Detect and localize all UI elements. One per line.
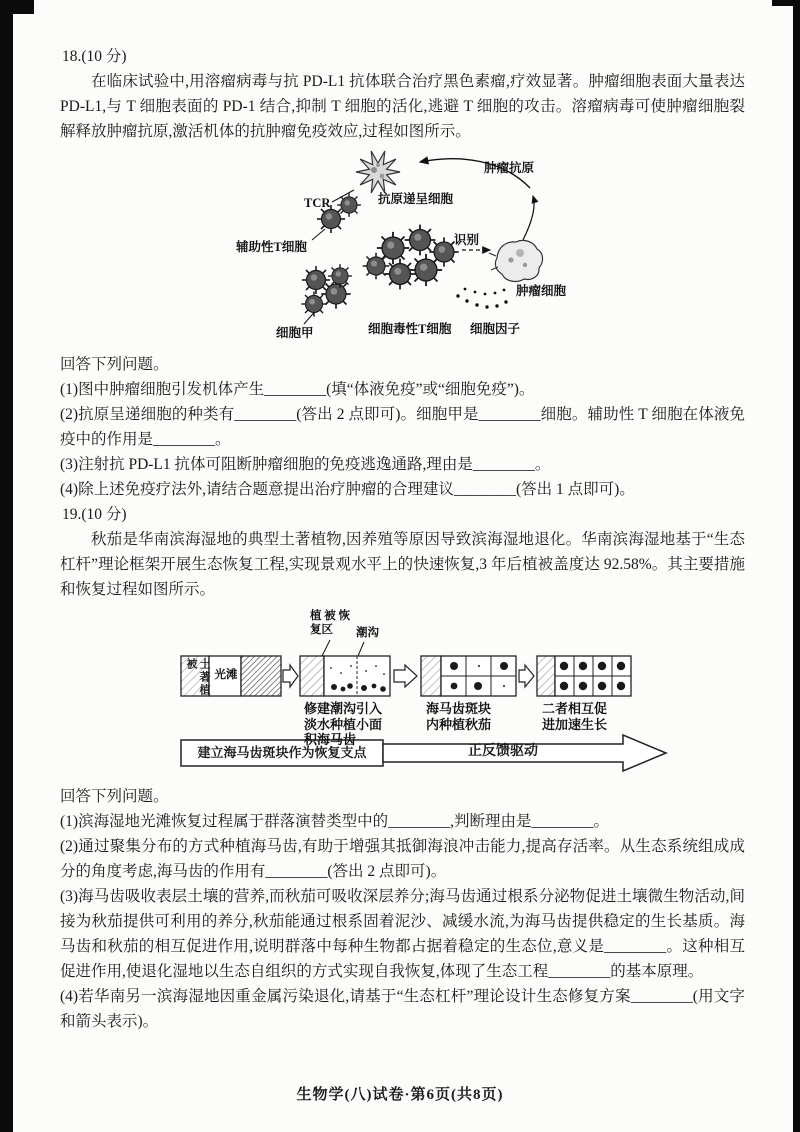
- recovery-zone-pointer: [322, 640, 330, 656]
- label-bare-flat: 光滩: [214, 669, 238, 681]
- tumor-cell-shape: [489, 240, 543, 281]
- question-18-item-4: (4)除上述免疫疗法外,请结合题意提出治疗肿瘤的合理建议________(答出 1 点即可)。: [60, 481, 635, 498]
- scan-edge-top-right: [772, 0, 800, 6]
- label-antigen-presenting-cell: 抗原递呈细胞: [378, 192, 454, 206]
- tidal-creek-pointer: [358, 642, 364, 656]
- label-fulcrum: 建立海马齿斑块作为恢复支点: [197, 745, 367, 760]
- antigen-presenting-cell-shape: [356, 151, 400, 193]
- question-18-intro: 在临床试验中,用溶瘤病毒与抗 PD-L1 抗体联合治疗黑色素瘤,疗效显著。肿瘤细胞表面大量表达 PD-L1,与 T 细胞表面的 PD-1 结合,抑制 T 细胞的活化,逃避 T 细胞的攻击。溶瘤病毒可使肿瘤细胞裂解释放肿瘤抗原,激活机体的抗肿瘤免疫效应,过程如图所示。: [60, 73, 745, 140]
- question-19: [60, 502, 745, 1034]
- caption-step3: 二者相互促进加速生长: [542, 701, 608, 732]
- question-18-header: 18.(10 分): [62, 48, 127, 65]
- label-tumor-antigen: 肿瘤抗原: [484, 161, 535, 175]
- question-18-item-1: (1)图中肿瘤细胞引发机体产生________(填“体液免疫”或“细胞免疫”)。: [60, 381, 535, 398]
- label-cell-a: 细胞甲: [276, 326, 314, 340]
- label-cytotoxic-t-cell: 细胞毒性T细胞: [368, 322, 452, 336]
- page-footer: 生物学(八)试卷·第6页(共8页): [296, 1087, 504, 1103]
- label-helper-t-cell: 辅助性T细胞: [236, 240, 307, 254]
- immune-process-diagram: [228, 148, 648, 350]
- scan-edge-top-left: [0, 0, 34, 14]
- question-18-answer-heading: 回答下列问题。: [60, 356, 169, 373]
- label-tcr: TCR: [304, 196, 331, 210]
- question-18-item-3: (3)注射抗 PD-L1 抗体可阻断肿瘤细胞的免疫逃逸通路,理由是________。: [60, 456, 551, 473]
- question-18: [60, 44, 745, 502]
- scan-edge-left: [0, 0, 13, 1132]
- helper-t-pointer-line: [312, 229, 325, 240]
- antigen-release-arrow: [523, 196, 534, 240]
- question-19-item-3: (3)海马齿吸收表层土壤的营养,而秋茄可吸收深层养分;海马齿通过根系分泌物促进土壤微生物活动,间接为秋茄提供可利用的养分,秋茄能通过根系固着泥沙、减缓水流,为海马齿提供稳定的生长基质。海马齿和秋茄的相互促进作用,说明群落中每种生物都占据着稳定的生态位,意义是________。这种相互促进作用,使退化湿地以生态自组织的方式实现自我恢复,体现了生态工程________的基本原理。: [60, 888, 745, 980]
- label-native-vegetation: 土著植被: [185, 658, 210, 696]
- label-recovery-zone: 植被恢复区: [310, 610, 350, 636]
- stage-box-mutual-growth: [537, 656, 631, 696]
- label-cytokine: 细胞因子: [470, 322, 521, 336]
- flow-arrow-2: [394, 665, 417, 687]
- label-tidal-creek: 潮沟: [356, 627, 379, 639]
- stage-box-patch-planting: [421, 656, 516, 696]
- cell-a-cluster-shape: [301, 264, 352, 317]
- wetland-restoration-diagram: [178, 608, 670, 780]
- question-18-item-2: (2)抗原呈递细胞的种类有________(答出 2 点即可)。细胞甲是________细胞。辅助性 T 细胞在体液免疫中的作用是________。: [60, 406, 745, 448]
- flow-arrow-1: [283, 665, 298, 687]
- page-content: [60, 44, 745, 1034]
- flow-arrow-3: [519, 665, 534, 687]
- question-19-header: 19.(10 分): [62, 506, 127, 523]
- question-19-item-1: (1)滨海湿地光滩恢复过程属于群落演替类型中的________,判断理由是________。: [60, 813, 609, 830]
- cytokine-dots-shape: [456, 288, 507, 309]
- label-recognize: 识别: [454, 233, 480, 247]
- label-positive-feedback: 正反馈驱动: [468, 744, 538, 759]
- caption-step1: 修建潮沟引入淡水种植小面积海马齿: [304, 701, 383, 747]
- scan-edge-right: [793, 0, 800, 1132]
- stage-box-tidal-creek: [300, 656, 390, 696]
- question-19-intro: 秋茄是华南滨海湿地的典型土著植物,因养殖等原因导致滨海湿地退化。华南滨海湿地基于“生态杠杆”理论框架开展生态恢复工程,实现景观水平上的快速恢复,3 年后植被盖度达 92.58%。其主要措施和恢复过程如图所示。: [60, 531, 745, 598]
- question-19-item-4: (4)若华南另一滨海湿地因重金属污染退化,请基于“生态杠杆”理论设计生态修复方案________(用文字和箭头表示)。: [60, 988, 745, 1030]
- question-19-item-2: (2)通过聚集分布的方式种植海马齿,有助于增强其抵御海浪冲击能力,提高存活率。从生态系统组成成分的角度考虑,海马齿的作用有________(答出 2 点即可)。: [60, 838, 745, 880]
- cytotoxic-t-cell-cluster-shape: [363, 225, 459, 290]
- label-tumor-cell: 肿瘤细胞: [516, 284, 567, 298]
- caption-step2: 海马齿斑块内种植秋茄: [426, 701, 492, 732]
- question-19-answer-heading: 回答下列问题。: [60, 788, 169, 805]
